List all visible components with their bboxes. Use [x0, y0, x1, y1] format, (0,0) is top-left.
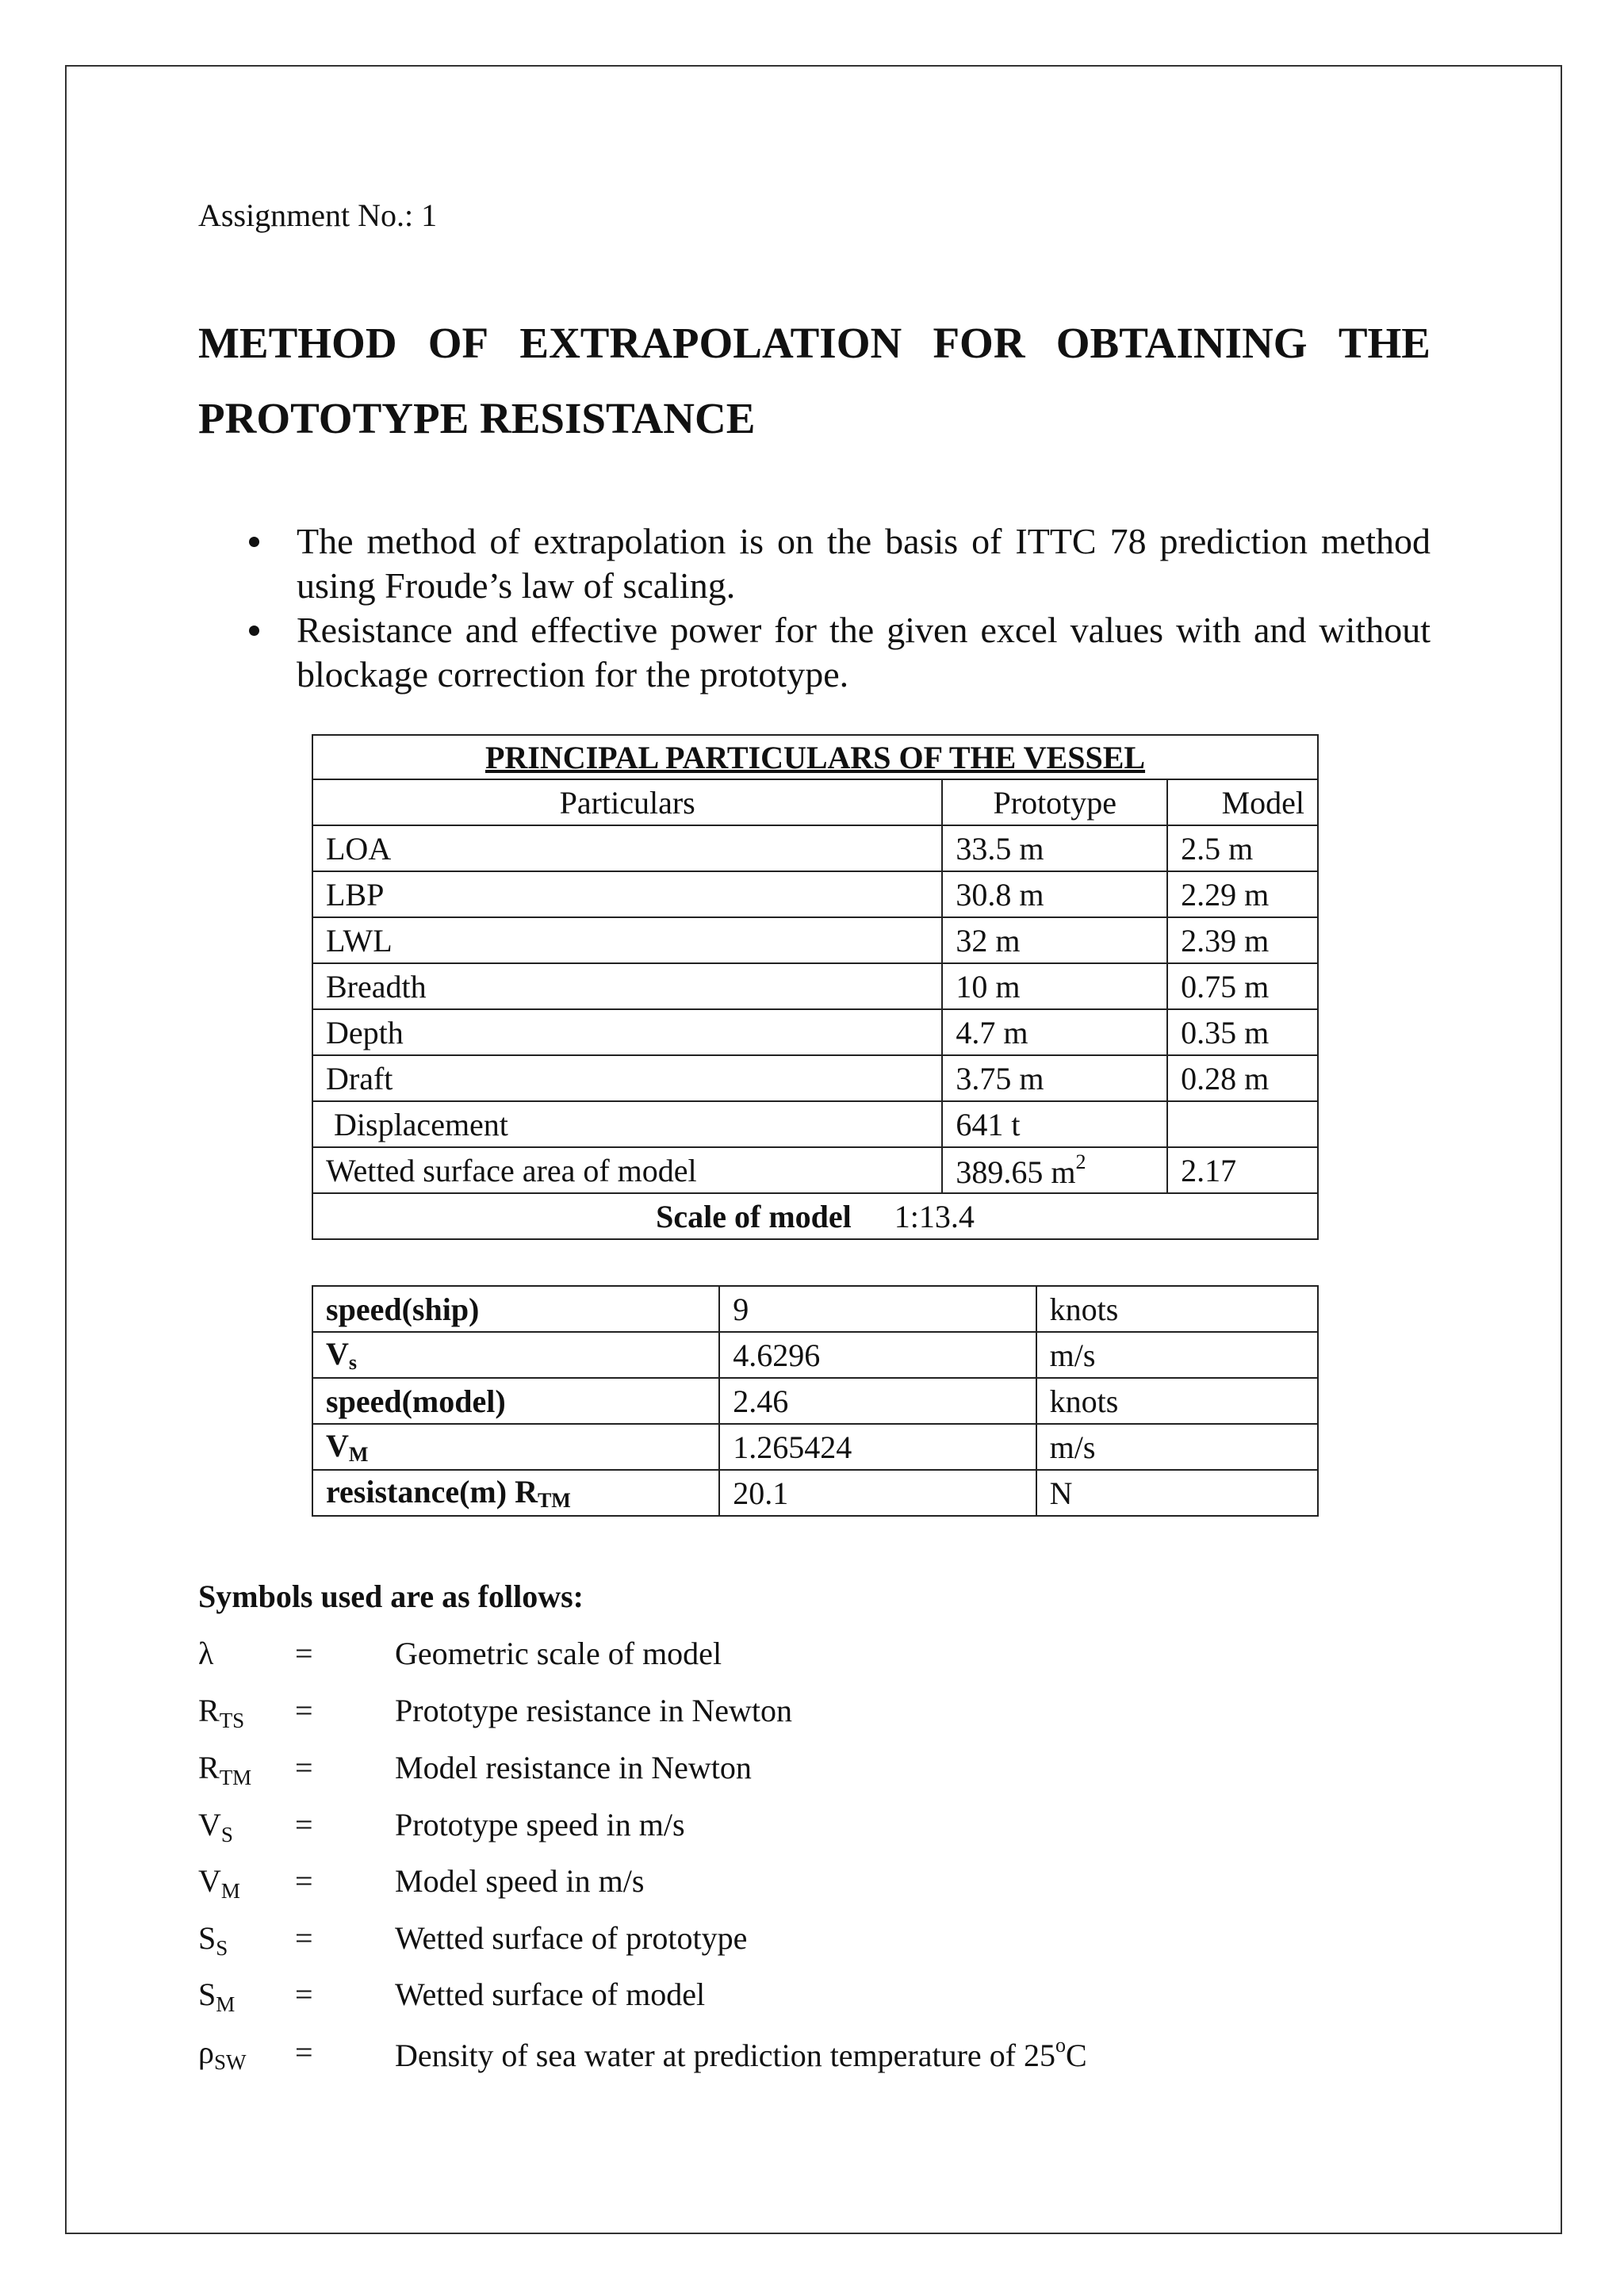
symbol: [198, 1635, 293, 1676]
symbol-letter: V: [198, 1863, 221, 1899]
table-row: [312, 1470, 1318, 1516]
symbol-subscript: M: [216, 1992, 236, 2016]
symbol-subscript: S: [216, 1936, 228, 1960]
equals-sign: =: [295, 1863, 313, 1899]
bullet-list: [198, 519, 1431, 697]
principal-particulars-table: [312, 734, 1319, 1240]
particular-label: LOA: [312, 825, 942, 871]
table-row: [312, 1378, 1318, 1424]
table-row: [312, 1147, 1318, 1193]
table-row: [312, 1332, 1318, 1378]
particular-label: LWL: [312, 917, 942, 963]
particular-label: Depth: [312, 1009, 942, 1055]
bullet-dot-icon: [249, 626, 259, 636]
symbol-description: Wetted surface of prototype: [395, 1920, 748, 1956]
bullet-item: [198, 519, 1431, 608]
equals-sign: =: [295, 1976, 313, 2012]
subscript: M: [348, 1443, 369, 1466]
model-value: 2.5 m: [1167, 825, 1318, 871]
quantity-label: [312, 1424, 719, 1470]
table-row: [312, 1055, 1318, 1101]
title-word: FOR: [933, 319, 1025, 367]
bullet-item: [198, 608, 1431, 697]
column-header-particulars: Particulars: [312, 779, 942, 825]
quantity-value: 1.265424: [719, 1424, 1036, 1470]
column-header-model: Model: [1167, 779, 1318, 825]
symbol-description: Geometric scale of model: [395, 1636, 722, 1671]
prototype-value: 10 m: [942, 963, 1167, 1009]
symbol-description: Wetted surface of model: [395, 1976, 706, 2012]
speed-table: [312, 1285, 1319, 1517]
title-word: THE: [1338, 319, 1431, 367]
quantity-unit: knots: [1036, 1378, 1318, 1424]
prototype-value: 30.8 m: [942, 871, 1167, 917]
model-value: 0.75 m: [1167, 963, 1318, 1009]
prototype-value: 33.5 m: [942, 825, 1167, 871]
symbols-heading: Symbols used are as follows:: [198, 1578, 584, 1614]
symbol: [198, 1919, 293, 1961]
symbol-description: [395, 2034, 1087, 2074]
scale-of-model: [312, 1193, 1318, 1239]
bullet-dot-icon: [249, 537, 259, 547]
description-text: Density of sea water at prediction temperature of 25: [395, 2038, 1056, 2073]
particular-label: Displacement: [312, 1101, 942, 1147]
symbol-subscript: TS: [219, 1709, 245, 1732]
quantity-unit: m/s: [1036, 1332, 1318, 1378]
prototype-value: 32 m: [942, 917, 1167, 963]
assignment-number: Assignment No.: 1: [198, 197, 438, 233]
symbol-letter: S: [198, 1920, 216, 1956]
particular-label: Wetted surface area of model: [312, 1147, 942, 1193]
symbol-letter: ρ: [198, 2034, 214, 2070]
prototype-value: 4.7 m: [942, 1009, 1167, 1055]
model-value: 2.29 m: [1167, 871, 1318, 917]
symbol-subscript: M: [220, 1879, 240, 1903]
table-row: [312, 917, 1318, 963]
model-value: 0.28 m: [1167, 1055, 1318, 1101]
quantity-unit: N: [1036, 1470, 1318, 1516]
symbol: [198, 2034, 293, 2075]
prototype-value: 3.75 m: [942, 1055, 1167, 1101]
quantity-label: speed(ship): [312, 1286, 719, 1332]
title-word: OBTAINING: [1055, 319, 1308, 367]
symbol-subscript: S: [220, 1823, 233, 1846]
particular-label: LBP: [312, 871, 942, 917]
quantity-value: 4.6296: [719, 1332, 1036, 1378]
table-row: [312, 871, 1318, 917]
symbol-letter: S: [198, 1976, 216, 2012]
symbol-description: Prototype resistance in Newton: [395, 1693, 792, 1728]
symbol-letter: R: [198, 1693, 220, 1728]
prototype-value: [942, 1147, 1167, 1193]
particular-label: Draft: [312, 1055, 942, 1101]
quantity-value: 2.46: [719, 1378, 1036, 1424]
equals-sign: =: [295, 1750, 313, 1785]
title-word: OF: [427, 319, 489, 367]
description-tail: C: [1066, 2038, 1087, 2073]
title-word: METHOD: [198, 319, 397, 367]
title-word: EXTRAPOLATION: [519, 319, 902, 367]
quantity-label: speed(model): [312, 1378, 719, 1424]
subscript: s: [348, 1351, 358, 1374]
title-line-2: PROTOTYPE RESISTANCE: [198, 394, 756, 442]
subscript: TM: [537, 1489, 571, 1512]
equals-sign: =: [295, 1807, 313, 1843]
symbol: [198, 1862, 293, 1904]
table-caption: PRINCIPAL PARTICULARS OF THE VESSEL: [312, 735, 1318, 779]
prototype-value: 641 t: [942, 1101, 1167, 1147]
table-row: [312, 1009, 1318, 1055]
bullet-text: The method of extrapolation is on the basis of ITTC 78 prediction method using Froude’s law of scaling.: [297, 521, 1431, 606]
symbol-letter: λ: [198, 1636, 214, 1671]
label-text: resistance(m) R: [326, 1474, 538, 1510]
symbol-description: Model speed in m/s: [395, 1863, 645, 1899]
table-row: [312, 825, 1318, 871]
symbol-letter: R: [198, 1750, 220, 1785]
column-header-prototype: Prototype: [942, 779, 1167, 825]
label-text: V: [326, 1428, 349, 1464]
table-row: [312, 1424, 1318, 1470]
superscript: 2: [1075, 1150, 1086, 1173]
symbol-description: Model resistance in Newton: [395, 1750, 752, 1785]
equals-sign: =: [295, 1693, 313, 1728]
bullet-text: Resistance and effective power for the given excel values with and without blockage correction for the prototype.: [297, 610, 1431, 695]
scale-value: 1:13.4: [894, 1198, 975, 1234]
symbol: [198, 1749, 293, 1790]
degree-superscript: o: [1055, 2034, 1067, 2057]
table-row: [312, 963, 1318, 1009]
symbol: [198, 1976, 293, 2017]
model-value: [1167, 1101, 1318, 1147]
table-row: [312, 1286, 1318, 1332]
symbol-subscript: SW: [213, 2050, 247, 2074]
equals-sign: =: [295, 2034, 313, 2070]
document-title: [198, 305, 1431, 456]
symbol-description: Prototype speed in m/s: [395, 1807, 685, 1843]
prototype-value-text: 389.65 m: [956, 1154, 1076, 1190]
model-value: 2.17: [1167, 1147, 1318, 1193]
symbol: [198, 1692, 293, 1733]
symbol-subscript: TM: [219, 1766, 252, 1789]
label-text: V: [326, 1336, 349, 1372]
symbol-letter: V: [198, 1807, 221, 1843]
quantity-unit: m/s: [1036, 1424, 1318, 1470]
quantity-value: 20.1: [719, 1470, 1036, 1516]
quantity-label: [312, 1332, 719, 1378]
model-value: 2.39 m: [1167, 917, 1318, 963]
symbol: [198, 1806, 293, 1847]
quantity-unit: knots: [1036, 1286, 1318, 1332]
particular-label: Breadth: [312, 963, 942, 1009]
quantity-value: 9: [719, 1286, 1036, 1332]
equals-sign: =: [295, 1920, 313, 1956]
quantity-label: [312, 1470, 719, 1516]
model-value: 0.35 m: [1167, 1009, 1318, 1055]
table-row: [312, 1101, 1318, 1147]
title-line-1: [198, 305, 1431, 381]
scale-label: Scale of model: [656, 1198, 852, 1234]
equals-sign: =: [295, 1636, 313, 1671]
